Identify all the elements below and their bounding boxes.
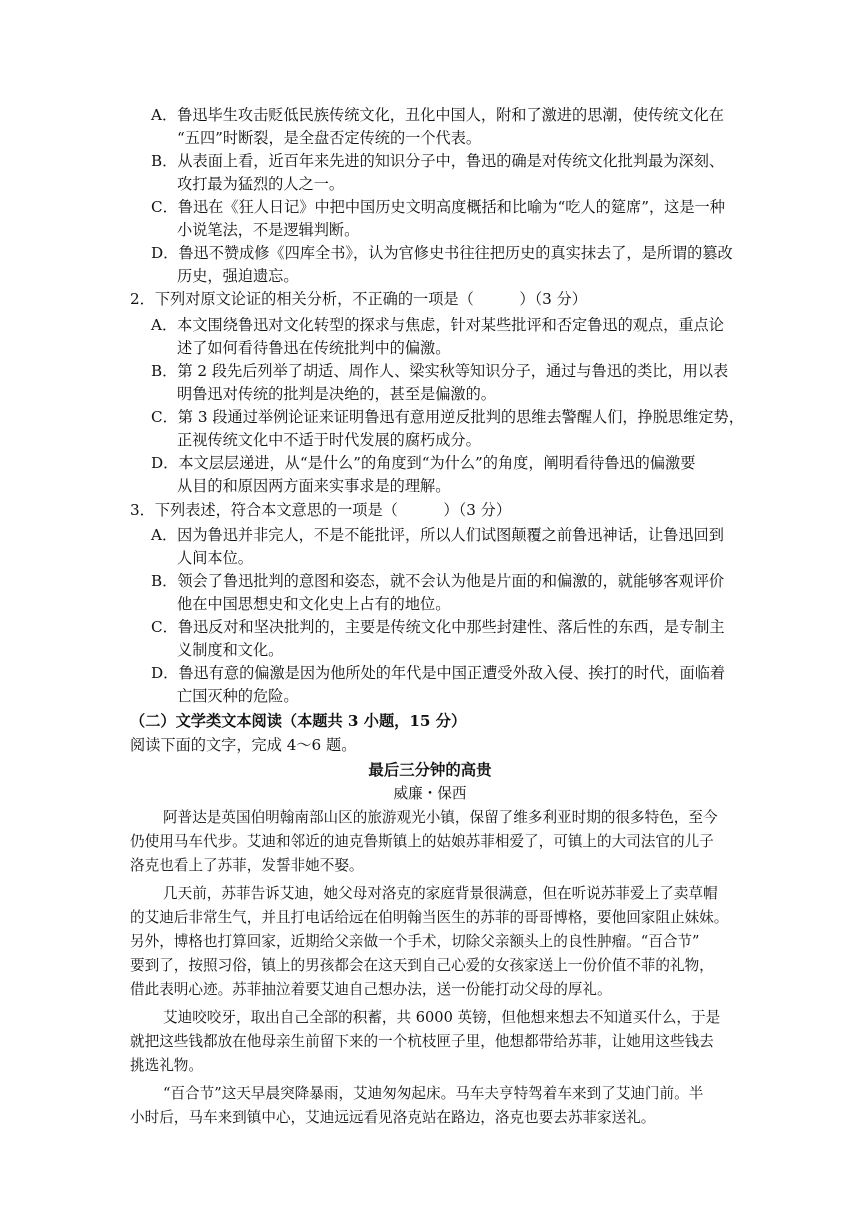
q3-option-b-line1: B．领会了鲁迅批判的意图和姿态，就不会认为他是片面的和偏激的，就能够客观评价	[151, 572, 725, 590]
q3-option-c-line1: C．鲁迅反对和坚决批判的，主要是传统文化中那些封建性、落后性的东西，是专制主	[151, 618, 725, 636]
q3-stem: 3．下列表述，符合本文意思的一项是（ ）（3 分）	[130, 501, 512, 519]
q3-option-c-line2: 义制度和文化。	[177, 641, 284, 659]
q2-stem: 2．下列对原文论证的相关分析，不正确的一项是（ ）（3 分）	[130, 290, 587, 308]
q1-option-b-line2: 攻打最为猛烈的人之一。	[177, 175, 345, 193]
story-paragraph-2-line2: 的艾迪后非常生气，并且打电话给远在伯明翰当医生的苏菲的哥哥博格，要他回家阻止妹妹。	[130, 909, 729, 926]
q1-option-a-line1: A．鲁迅毕生攻击贬低民族传统文化，丑化中国人，附和了激进的思潮，使传统文化在	[151, 106, 724, 124]
story-paragraph-2-line1: 几天前，苏菲告诉艾迪，她父母对洛克的家庭背景很满意，但在听说苏菲爱上了卖草帽	[163, 885, 718, 902]
story-paragraph-4-line1: “百合节”这天早晨突降暴雨，艾迪匆匆起床。马车夫亨特驾着车来到了艾迪门前。半	[163, 1085, 704, 1102]
q2-option-d-line2: 从目的和原因两方面来实事求是的理解。	[177, 477, 451, 495]
q1-option-c-line2: 小说笔法，不是逻辑判断。	[177, 221, 360, 239]
q3-option-d-line1: D．鲁迅有意的偏激是因为他所处的年代是中国正遭受外敌入侵、挨打的时代，面临着	[151, 664, 726, 682]
story-paragraph-2-line3: 另外，博格也打算回家，近期给父亲做一个手术，切除父亲额头上的良性肿瘤。“百合节”	[130, 933, 700, 950]
story-paragraph-3-line1: 艾迪咬咬牙，取出自己全部的积蓄，共 6000 英镑，但他想来想去不知道买什么，于是	[163, 1009, 721, 1026]
q2-option-b-line2: 明鲁迅对传统的批判是决绝的，甚至是偏激的。	[177, 385, 496, 403]
story-paragraph-1-line3: 洛克也看上了苏菲，发誓非她不娶。	[130, 857, 364, 874]
q3-option-b-line2: 他在中国思想史和文化史上占有的地位。	[177, 595, 451, 613]
section-instruction: 阅读下面的文字，完成 4～6 题。	[130, 736, 357, 754]
story-title: 最后三分钟的高贵	[368, 761, 492, 779]
section-heading: （二）文学类文本阅读（本题共 3 小题，15 分）	[130, 712, 467, 730]
q2-option-a-line1: A．本文围绕鲁迅对文化转型的探求与焦虑，针对某些批评和否定鲁迅的观点，重点论	[151, 316, 724, 334]
q1-option-d-line1: D．鲁迅不赞成修《四库全书》，认为官修史书往往把历史的真实抹去了，是所谓的篡改	[151, 244, 733, 262]
story-paragraph-3-line3: 挑选礼物。	[130, 1057, 203, 1074]
q2-option-b-line1: B．第 2 段先后列举了胡适、周作人、梁实秋等知识分子，通过与鲁迅的类比，用以表	[151, 362, 729, 380]
story-author: 威廉・保西	[393, 785, 467, 802]
q1-option-c-line1: C．鲁迅在《狂人日记》中把中国历史文明高度概括和比喻为“吃人的筵席”，这是一种	[151, 198, 725, 216]
q3-option-a-line2: 人间本位。	[177, 549, 253, 567]
q2-option-c-line2: 正视传统文化中不适于时代发展的腐朽成分。	[177, 431, 481, 449]
q1-option-d-line2: 历史，强迫遗忘。	[177, 267, 299, 285]
q3-option-d-line2: 亡国灭种的危险。	[177, 687, 299, 705]
story-paragraph-1-line2: 仍使用马车代步。艾迪和邻近的迪克鲁斯镇上的姑娘苏菲相爱了，可镇上的大司法官的儿子	[130, 833, 714, 850]
story-paragraph-4-line2: 小时后，马车来到镇中心，艾迪远远看见洛克站在路边，洛克也要去苏菲家送礼。	[130, 1109, 656, 1126]
story-paragraph-2-line4: 要到了，按照习俗，镇上的男孩都会在这天到自己心爱的女孩家送上一份价值不菲的礼物，	[130, 957, 714, 974]
q1-option-a-line2: “五四”时断裂，是全盘否定传统的一个代表。	[177, 129, 482, 147]
story-paragraph-2-line5: 借此表明心迹。苏菲抽泣着要艾迪自己想办法，送一份能打动父母的厚礼。	[130, 981, 612, 998]
q1-option-b-line1: B．从表面上看，近百年来先进的知识分子中，鲁迅的确是对传统文化批判最为深刻、	[151, 152, 725, 170]
q2-option-a-line2: 述了如何看待鲁迅在传统批判中的偏激。	[177, 339, 451, 357]
q3-option-a-line1: A．因为鲁迅并非完人，不是不能批评，所以人们试图颠覆之前鲁迅神话，让鲁迅回到	[151, 526, 724, 544]
story-paragraph-3-line2: 就把这些钱都放在他母亲生前留下来的一个杭枝匣子里，他想都带给苏菲，让她用这些钱去	[130, 1033, 714, 1050]
q2-option-c-line1: C．第 3 段通过举例论证来证明鲁迅有意用逆反批判的思维去警醒人们，挣脱思维定势，	[151, 408, 744, 426]
q2-option-d-line1: D．本文层层递进，从“是什么”的角度到“为什么”的角度，阐明看待鲁迅的偏激要	[151, 454, 696, 472]
story-paragraph-1-line1: 阿普达是英国伯明翰南部山区的旅游观光小镇，保留了维多利亚时期的很多特色，至今	[163, 809, 718, 826]
